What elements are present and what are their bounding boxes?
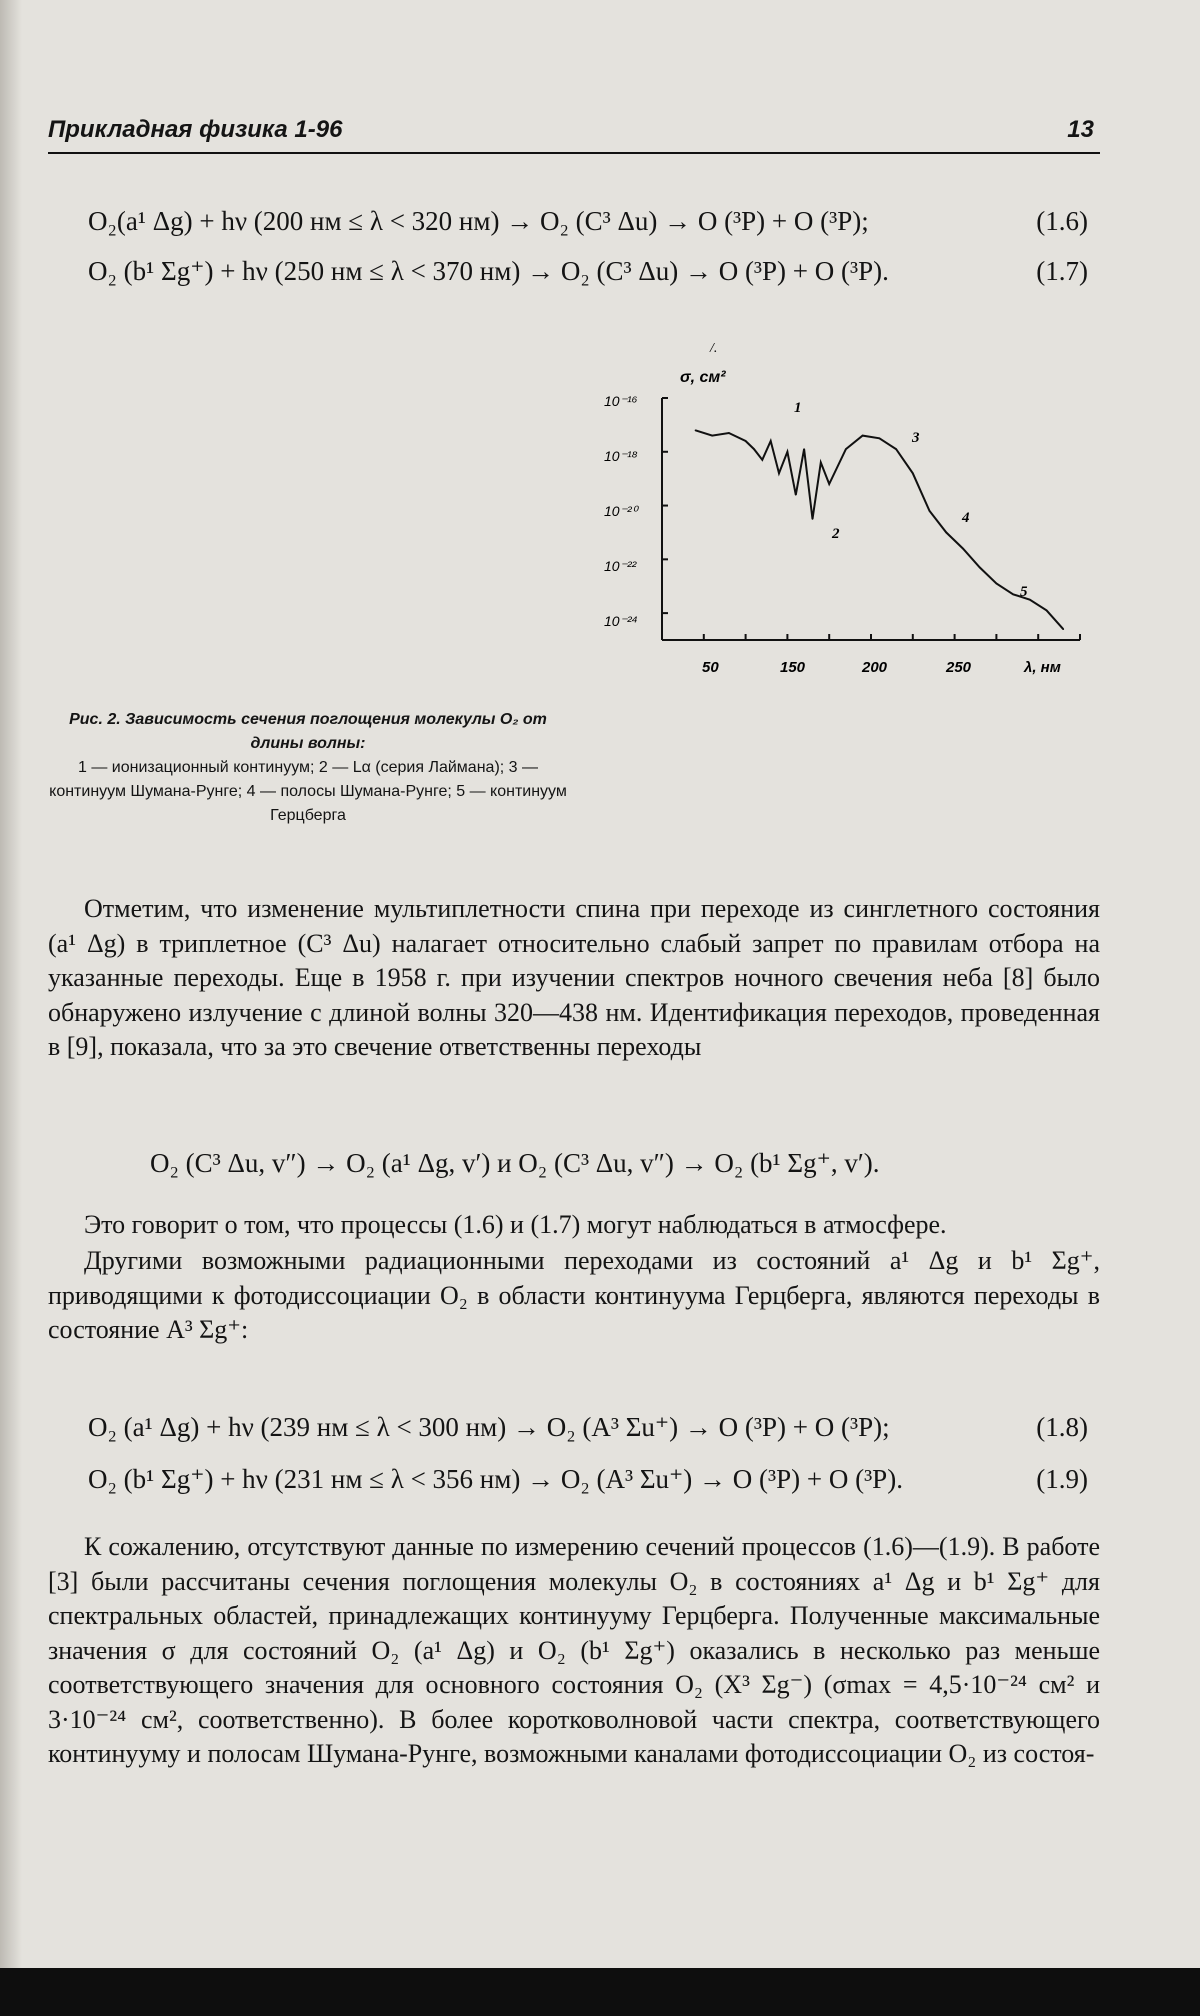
data-point [895, 448, 897, 450]
data-point [778, 472, 780, 474]
curve-label-3: 3 [912, 430, 920, 446]
x-tick-labels [702, 659, 972, 676]
equation-middle [150, 1148, 1050, 1179]
data-point [828, 483, 830, 485]
equation-text: O₂(a¹ Δg) + hν (200 нм ≤ λ < 320 нм) → O₂ (C³ Δu) → O (³P) + O (³P); [88, 206, 869, 236]
data-point [745, 440, 747, 442]
running-header [48, 112, 1100, 154]
data-point [787, 451, 789, 453]
figure-corner-mark: /. [710, 341, 718, 356]
y-tick-label: 10⁻²⁰ [604, 503, 638, 519]
data-point [845, 448, 847, 450]
data-point [945, 532, 947, 534]
data-point [803, 448, 805, 450]
curve-label-4: 4 [962, 510, 970, 526]
x-tick-label: 250 [946, 659, 972, 676]
data-point [753, 448, 755, 450]
data-point [879, 438, 881, 440]
curve-label-5: 5 [1020, 584, 1028, 600]
data-point [962, 548, 964, 550]
y-tick-label: 10⁻²² [604, 558, 637, 574]
y-tick-labels [604, 393, 640, 629]
x-tick-label: 50 [702, 659, 719, 676]
data-point [820, 462, 822, 464]
data-point [1012, 593, 1014, 595]
curve-label-2: 2 [832, 526, 840, 542]
curve-label-1: 1 [794, 400, 802, 416]
figure-2 [600, 340, 1130, 680]
data-point [996, 583, 998, 585]
data-point [795, 494, 797, 496]
equation-text: O₂ (C³ Δu, v″) → O₂ (a¹ Δg, v′) и O₂ (C³ Δu, v″) → O₂ (b¹ Σg⁺, v′). [150, 1148, 880, 1178]
x-tick-label: 200 [862, 659, 888, 676]
journal-title: Прикладная физика 1-96 [48, 116, 343, 143]
caption-body: 1 — ионизационный континуум; 2 — Lα (серия Лаймана); 3 — континуум Шумана-Рунге; 4 — полосы Шумана-Рунге; 5 — континуум Герцберга [49, 759, 567, 824]
caption-title: Рис. 2. Зависимость сечения поглощения молекулы O₂ от длины волны: [69, 711, 547, 752]
data-point [1046, 610, 1048, 612]
data-point [770, 440, 772, 442]
figure-caption [48, 708, 568, 828]
data-point [762, 459, 764, 461]
data-point [979, 567, 981, 569]
equation-text: O₂ (b¹ Σg⁺) + hν (250 нм ≤ λ < 370 нм) → O₂ (C³ Δu) → O (³P) + O (³P). [88, 256, 889, 286]
equation-number: (1.8) [1036, 1412, 1088, 1442]
data-point [728, 432, 730, 434]
equation-1-8 [88, 1412, 1088, 1443]
equation-number: (1.6) [1036, 206, 1088, 236]
data-point [695, 429, 697, 431]
equation-text: O₂ (b¹ Σg⁺) + hν (231 нм ≤ λ < 356 нм) → O₂ (A³ Σu⁺) → O (³P) + O (³P). [88, 1464, 903, 1494]
data-point [912, 472, 914, 474]
paragraph-4: К сожалению, отсутствуют данные по измерению сечений процессов (1.6)—(1.9). В работе [3] были рассчитаны сечения поглощения молекулы O₂ в состояниях a¹ Δg и b¹ Σg⁺ для спектральных областей, принадлежащих континууму Герцберга. Полученные максимальные значения σ для состояний O₂ (a¹ Δg) и O₂ (b¹ Σg⁺) оказались в несколько раз меньше соответствующего значения для основного состояния O₂ (X³ Σg⁻) (σmax = 4,5·10⁻²⁴ см² и 3·10⁻²⁴ см², соответственно). В более коротковолновой части спектра, соответствующего континууму и полосам Шумана-Рунге, возможными каналами фотодиссоциации O₂ из состоя- [48, 1532, 1100, 1768]
equation-1-6 [88, 206, 1088, 237]
y-tick-label: 10⁻¹⁶ [604, 393, 638, 409]
y-tick-label: 10⁻¹⁸ [604, 448, 638, 464]
scan-shadow [0, 0, 22, 1968]
data-point [711, 435, 713, 437]
equation-text: O₂ (a¹ Δg) + hν (239 нм ≤ λ < 300 нм) → O₂ (A³ Σu⁺) → O (³P) + O (³P); [88, 1412, 890, 1442]
paragraph-1: Отметим, что изменение мультиплетности спина при переходе из синглетного состояния (a¹ Δg) в триплетное (C³ Δu) налагает относительно слабый запрет по правилам отбора на указанные переходы. Еще в 1958 г. при изучении спектров ночного свечения неба [8] было обнаружено излучение с длиной волны 320—438 нм. Идентификация переходов, проведенная в [9], показала, что за это свечение ответственны переходы [48, 894, 1100, 1061]
data-point [1029, 599, 1031, 601]
y-tick-label: 10⁻²⁴ [604, 613, 638, 629]
page-number: 13 [1067, 116, 1094, 143]
x-axis-label: λ, нм [1024, 659, 1061, 676]
scan-bottom-band [0, 1968, 1200, 2016]
equation-number: (1.7) [1036, 256, 1088, 286]
paragraph-2: Это говорит о том, что процессы (1.6) и (1.7) могут наблюдаться в атмосфере. [84, 1210, 947, 1239]
data-point [929, 510, 931, 512]
data-point [1062, 628, 1064, 630]
equation-number: (1.9) [1036, 1464, 1088, 1494]
equation-1-7 [88, 256, 1088, 287]
y-axis-label: σ, см² [680, 369, 726, 386]
absorption-curve [695, 430, 1063, 629]
x-tick-label: 150 [780, 659, 806, 676]
paragraph-3: Другими возможными радиационными переходами из состояний a¹ Δg и b¹ Σg⁺, приводящими к фотодиссоциации O₂ в области континуума Герцберга, являются переходы в состояние A³ Σg⁺: [48, 1246, 1100, 1344]
data-point [812, 518, 814, 520]
absorption-chart [600, 340, 1130, 680]
equation-1-9 [88, 1464, 1088, 1495]
data-point [862, 435, 864, 437]
document-page [40, 0, 1160, 1968]
